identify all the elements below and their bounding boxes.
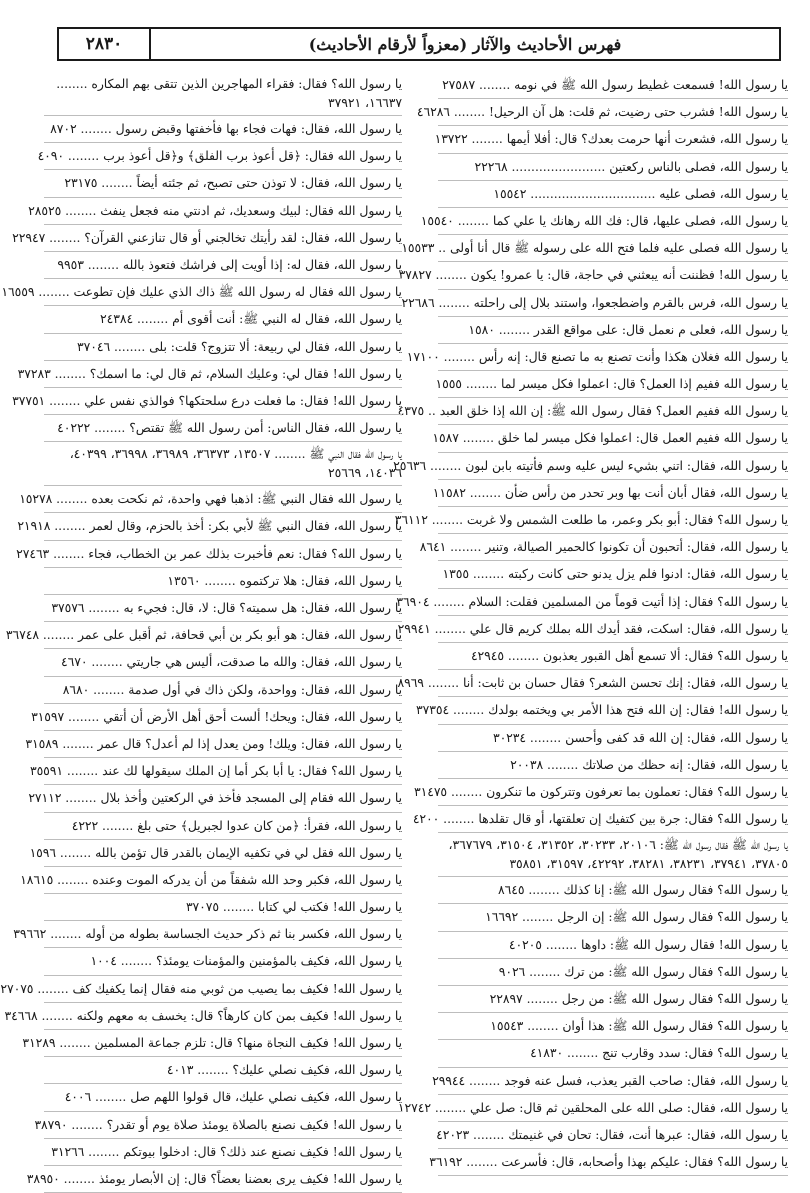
page-header [57, 27, 781, 61]
index-entry: يا رسول الله، فقال: إنه حظك من صلاتك ........ ٢٠٠٣٨ [438, 752, 788, 779]
index-entry: يا رسول الله ففيم العمل؟ فقال رسول الله ﷺ: إن الله إذا خلق العبد .. ٤٣٧٥ [438, 398, 788, 425]
index-entry: يا رسول الله! فقال لي: وعليك السلام، ثم قال لي: ما اسمك؟ ........ ٣٧٢٨٣ [44, 361, 402, 388]
index-entry: يا رسول الله، فقرأ: ﴿من كان عدوا لجبريل﴾ حتى بلغ ........ ٤٢٢٢ [44, 813, 402, 840]
index-entry: يا رسول الله، فقال: هلا تركتموه ........ ١٣٥٦٠ [44, 568, 402, 595]
index-entry: يا رسول الله، فقال: أتحبون أن تكونوا كالحمير الصيالة، وتنير ........ ٨٦٤١ [438, 534, 788, 561]
index-entry: يا رسول الله، فقال النبي ﷺ لأبي بكر: أخذ بالحزم، وقال لعمر ........ ٢١٩١٨ [44, 513, 402, 540]
index-entry: يا رسول الله؟ فقال رسول الله ﷺ: هذا أوان ........ ١٥٥٤٣ [438, 1013, 788, 1040]
index-entry: يا رسول الله، فقال له: إذا أويت إلى فراشك فتعوذ بالله ........ ٩٩٥٣ [44, 252, 402, 279]
index-entry: يا رسول الله فقال: ﴿قل أعوذ برب الفلق﴾ و﴿قل أعوذ برب ........ ٤٠٩٠ [44, 143, 402, 170]
index-entry: يا رسول الله فقل لي في تكفيه الإيمان بالقدر قال تؤمن بالله ........ ١٥٩٦ [44, 840, 402, 867]
index-entry: يا رسول الله، فقال: ويحك! ألست أحق أهل الأرض أن أتقي ........ ٣١٥٩٧ [44, 704, 402, 731]
index-entry: يا رسول الله! فشرب حتى رضيت، ثم قلت: هل آن الرحيل! ........ ٤٦٢٨٦ [438, 99, 788, 126]
index-entry: يا رسول الله فصلى عليه فلما فتح الله على رسوله ﷺ قال أنا أولى .. ١٥٥٣٣ [438, 235, 788, 262]
index-entry: يا رسول الله، فكسر بنا ثم ذكر حديث الجساسة بطوله من أوله ........ ٣٩٦٦٢ [44, 921, 402, 948]
index-entry: يا رسول الله؟ فقال رسول الله ﷺ: إن الرجل ........ ١٦٦٩٢ [438, 904, 788, 931]
index-entry: يا رسول الله، فقال: لقد رأيتك تخالجني أو قال تنازعني القرآن؟ ........ ٢٢٩٤٧ [44, 225, 402, 252]
index-entry: يا رسول الله، فقال: إن الله قد كفى وأحسن ........ ٣٠٢٣٤ [438, 725, 788, 752]
index-entry: يا رسول الله، فقال: هل سميته؟ قال: لا، قال: فجيء به ........ ٣٧٥٧٦ [44, 595, 402, 622]
index-entry: يا رسول الله! فكتب لي كتابا ........ ٣٧٠٧٥ [44, 894, 402, 921]
page-title: فهرس الأحاديث والآثار (معزواً لأرقام الأحاديث) [308, 34, 622, 54]
index-entry: يا رسول الله ففيم إذا العمل؟ قال: اعملوا فكل ميسر لما ........ ١٥٥٥ [438, 371, 788, 398]
index-entry: يا رسول الله فقال النبي ﷺ ........ ١٣٥٠٧، ٣٦٣٧٣، ٣٦٩٨٩، ٣٦٩٩٨، ٤٠٣٩٩، ١٤٠٣٦، ٢٥٦٦٩ [44, 442, 402, 486]
index-entry: يا رسول الله! فقال: إن الله فتح هذا الأمر بي ويختمه بولدك ........ ٣٧٣٥٤ [438, 697, 788, 724]
index-entry: يا رسول الله، فرس بالقرم واضطجعوا، واستند بلال إلى راحلته ........ ٢٢٦٨٦ [438, 290, 788, 317]
index-entry: يا رسول الله، فقال لي ربيعة: ألا تتزوج؟ قلت: بلى ........ ٣٧٠٤٦ [44, 334, 402, 361]
index-entry: يا رسول الله، فكيف نصلي عليك، قال قولوا اللهم صل ........ ٤٠٠٦ [44, 1084, 402, 1111]
index-entry: يا رسول الله؟ فقال رسول الله ﷺ: من ترك ........ ٩٠٢٦ [438, 959, 788, 986]
index-entry: يا رسول الله، فقال الناس: أمن رسول الله ﷺ تقتص؟ ........ ٤٠٢٢٢ [44, 415, 402, 442]
index-entry: يا رسول الله، فصلى عليها، قال: فك الله رهانك يا علي كما ........ ١٥٥٤٠ [438, 208, 788, 235]
index-entry: يا رسول الله، فقال: ويلك! ومن يعدل إذا لم أعدل؟ قال عمر ........ ٣١٥٨٩ [44, 731, 402, 758]
index-entry: يا رسول الله؟ فقال: إذا أتيت قوماً من المسلمين فقلت: السلام ........ ٣٦٩٠٤ [438, 589, 788, 616]
index-entry: يا رسول الله! فقال رسول الله ﷺ: داوها ........ ٤٠٢٠٥ [438, 932, 788, 959]
index-entry: يا رسول الله! فقال: ما فعلت درع سلحتكها؟ فوالذي نفس علي ........ ٣٧٧٥١ [44, 388, 402, 415]
index-entry: يا رسول الله، فقال: فهات فجاء بها فأخفتها وقبض رسول ........ ٨٧٠٢ [44, 116, 402, 143]
index-entry: يا رسول الله، فقال أبان أنت بها وبر تحدر من رأس ضأن ........ ١١٥٨٢ [438, 480, 788, 507]
index-entry: يا رسول الله؟ فقال: سدد وقارب تنج ........ ٤١٨٣٠ [438, 1040, 788, 1067]
index-entry: يا رسول الله؟ فقال: يا أبا بكر أما إن الملك سيقولها لك عند ........ ٣٥٥٩١ [44, 758, 402, 785]
index-entry: يا رسول الله، فقال: والله ما صدقت، أليس هي جاريتي ........ ٤٦٧٠ [44, 649, 402, 676]
index-entry: يا رسول الله! فكيف بما يصيب من ثوبي منه فقال إنما يكفيك كف ........ ٢٧٠٧٥ [44, 976, 402, 1003]
index-entry: يا رسول الله! فظننت أنه يبعثني في حاجة، قال: يا عمرو! يكون ........ ٣٧٨٢٧ [438, 262, 788, 289]
index-entry: يا رسول الله؟ فقال: نعم فأخبرت بذلك عمر بن الخطاب، فجاء ........ ٢٧٤٦٣ [44, 541, 402, 568]
index-entry: يا رسول الله فقام إلى المسجد فأخذ في الركعتين وأخذ بلال ........ ٢٧١١٢ [44, 785, 402, 812]
index-entry: يا رسول الله، فكيف بالمؤمنين والمؤمنات يومئذ؟ ........ ١٠٠٤ [44, 948, 402, 975]
index-entry: يا رسول الله، فعلى م نعمل قال: على مواقع القدر ........ ١٥٨٠ [438, 317, 788, 344]
index-entry: يا رسول الله ففيم العمل قال: اعملوا فكل ميسر لما خلق ........ ١٥٨٧ [438, 425, 788, 452]
index-entry: يا رسول الله فقال له رسول الله ﷺ ذاك الذي عليك فإن تطوعت ........ ١٦٥٥٩ [44, 279, 402, 306]
index-entry: يا رسول الله، فقال: صاحب القبر يعذب، فسل عنه فوجد ........ ٢٩٩٤٤ [438, 1068, 788, 1095]
index-entry: يا رسول الله، فكبر وحد الله شفقاً من أن يدركه الموت وعنده ........ ١٨٦١٥ [44, 867, 402, 894]
index-entry: يا رسول الله فقال النبي ﷺ: اذهبا فهي واحدة، ثم نكحت بعده ........ ١٥٢٧٨ [44, 486, 402, 513]
index-entry: يا رسول الله، فقال له النبي ﷺ: أنت أقوى أم ........ ٢٤٣٨٤ [44, 306, 402, 333]
index-entry: يا رسول الله، فقال: اسكت، فقد أيدك الله بملك كريم قال علي ........ ٢٩٩٤١ [438, 616, 788, 643]
index-entry: يا رسول الله، فصلى بالناس ركعتين ........................ ٢٢٢٦٨ [438, 154, 788, 181]
index-entry: يا رسول الله؟ فقال: جرة بين كتفيك إن تعلقتها، أو قال تقلدها ........ ٤٢٠٠ [438, 806, 788, 833]
index-entry: يا رسول الله، فقال: لا توذن حتى تصبح، ثم جئته أيضاً ........ ٢٣١٧٥ [44, 170, 402, 197]
index-entry: يا رسول الله؟ فقال: فقراء المهاجرين الذين تتقى بهم المكاره ........ ١٦٦٣٧، ٣٧٩٢١ [44, 72, 402, 116]
index-entry: يا رسول الله! فكيف بمن كان كارهاً؟ قال: يخسف به معهم ولكنه ........ ٣٤٦٦٨ [44, 1003, 402, 1030]
index-entry: يا رسول الله! فكيف نصنع بالصلاة يومئذ صلاة يوم أو تقدر؟ ........ ٣٨٧٩٠ [44, 1112, 402, 1139]
index-entry: يا رسول الله! فكيف النجاة منها؟ قال: تلزم جماعة المسلمين ........ ٣١٢٨٩ [44, 1030, 402, 1057]
index-entry: يا رسول الله فقال: لبيك وسعديك، ثم ادنتي منه فجعل ينفث ........ ٢٨٥٢٥ [44, 198, 402, 225]
index-entry: يا رسول الله، فقال: اتني بشيء ليس عليه وسم فأتيته بابن لبون ........ ٢٥٦٣٦ [438, 453, 788, 480]
left-column [0, 72, 402, 1193]
index-entry: يا رسول الله فغلان هكذا وأنت تصنع به ما تصنع قال: إنه رأس ........ ١٧١٠٠ [438, 344, 788, 371]
index-entry: يا رسول الله؟ فقال رسول الله ﷺ: من رجل ........ ٢٢٨٩٧ [438, 986, 788, 1013]
index-entry: يا رسول الله، فقال: عبرها أنت، فقال: تحان في غنيمتك ........ ٤٢٠٢٣ [438, 1122, 788, 1149]
index-entry: يا رسول الله، فقال: ادنوا فلم يزل يدنو حتى كانت ركبته ........ ١٣٥٥ [438, 561, 788, 588]
index-entry: يا رسول الله، فكيف نصلي عليك؟ ........ ٤٠١٣ [44, 1057, 402, 1084]
index-entry: يا رسول الله، فصلى عليه ................................ ١٥٥٤٢ [438, 181, 788, 208]
index-entry: يا رسول الله ﷺ فقال رسول الله ﷺ: ٢٠١٠٦، ٣٠٢٣٣، ٣١٣٥٢، ٣١٥٠٤، ٣٦٧٦٧٩، ٣٧٨٠٥، ٣٧٩٤١، ٣٨٢٣١، ٣٨٢٨١، ٤٢٢٩٢، ٣١٥٩٧، ٣٥٨٥١ [438, 833, 788, 877]
index-entry: يا رسول الله؟ فقال: ألا تسمع أهل القبور يعذبون ........ ٤٢٩٤٥ [438, 643, 788, 670]
page-number: ٢٨٣٠ [59, 29, 151, 59]
index-entry: يا رسول الله! فكيف يرى بعضنا بعضاً؟ قال: إن الأبصار يومئذ ........ ٣٨٩٥٠ [44, 1166, 402, 1193]
index-entry: يا رسول الله؟ فقال: تعملون بما تعرفون وتتركون ما تنكرون ........ ٣١٤٧٥ [438, 779, 788, 806]
right-column [393, 72, 788, 1176]
index-entry: يا رسول الله! فسمعت غطيط رسول الله ﷺ في نومه ........ ٢٧٥٨٧ [438, 72, 788, 99]
index-entry: يا رسول الله، فقال: صلى الله على المحلقين ثم قال: صل علي ........ ١٢٧٤٢ [438, 1095, 788, 1122]
index-entry: يا رسول الله، فقال: إنك تحسن الشعر؟ فقال حسان بن ثابت: أنا ........ ٨٩٦٩ [438, 670, 788, 697]
index-entry: يا رسول الله! فكيف نصنع عند ذلك؟ قال: ادخلوا بيوتكم ........ ٣١٢٦٦ [44, 1139, 402, 1166]
index-entry: يا رسول الله، فقال: وواحدة، ولكن ذاك في أول صدمة ........ ٨٦٨٠ [44, 677, 402, 704]
index-entry: يا رسول الله؟ فقال رسول الله ﷺ: إنا كذلك ........ ٨٦٤٥ [438, 877, 788, 904]
index-entry: يا رسول الله؟ فقال: عليكم بهذا وأصحابه، قال: فأسرعت ........ ٣٦١٩٢ [438, 1149, 788, 1176]
index-entry: يا رسول الله؟ فقال: أبو بكر وعمر، ما طلعت الشمس ولا غربت ........ ٣٦١١٢ [438, 507, 788, 534]
index-entry: يا رسول الله، فشعرت أنها حرمت بعدك؟ قال: أفلا أيمها ........ ١٣٧٢٢ [438, 126, 788, 153]
index-entry: يا رسول الله، فقال: هو أبو بكر بن أبي قحافة، ثم أقبل على عمر ........ ٣٦٧٤٨ [44, 622, 402, 649]
